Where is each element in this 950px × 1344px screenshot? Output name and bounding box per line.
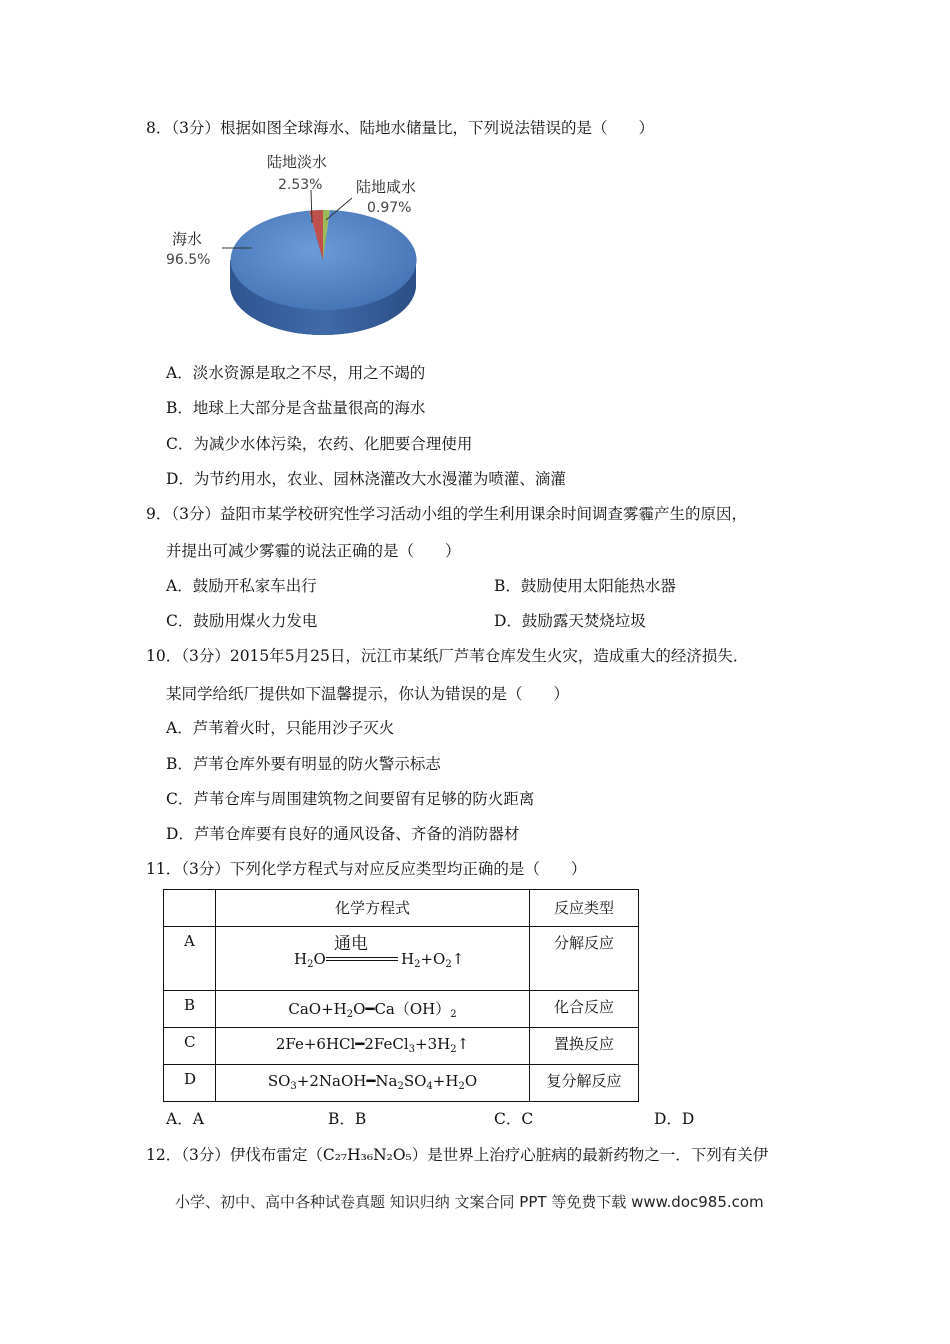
type-d: 复分解反应: [530, 1065, 639, 1102]
q8-option-d: D．为节约用水，农业、园林浇灌改大水漫灌为喷灌、滴灌: [166, 470, 566, 488]
q8-stem: 8．（3分）根据如图全球海水、陆地水储量比，下列说法错误的是（ ）: [146, 119, 654, 137]
q8-option-a: A．淡水资源是取之不尽，用之不竭的: [166, 364, 426, 382]
q10-option-d: D．芦苇仓库要有良好的通风设备、齐备的消防器材: [166, 825, 520, 843]
reaction-table: [163, 889, 639, 1102]
q10-option-c: C．芦苇仓库与周围建筑物之间要留有足够的防火距离: [166, 790, 535, 808]
q9-stem-line1: 9．（3分）益阳市某学校研究性学习活动小组的学生利用课余时间调查雾霾产生的原因，: [146, 505, 747, 523]
q11-answer-a: A．A: [166, 1110, 204, 1128]
q9-stem-line2: 并提出可减少雾霾的说法正确的是（ ）: [166, 542, 461, 560]
row-label: A: [164, 927, 216, 991]
q11-stem: 11．（3分）下列化学方程式与对应反应类型均正确的是（ ）: [146, 860, 587, 878]
label-fresh-value: 2.53%: [278, 177, 323, 193]
q11-answer-d: D．D: [654, 1110, 695, 1128]
q8-option-c: C．为减少水体污染，农药、化肥要合理使用: [166, 435, 473, 453]
table-row: [164, 1028, 639, 1065]
q11-answer-c: C．C: [494, 1110, 534, 1128]
label-salt-name: 陆地咸水: [356, 178, 417, 196]
q12-stem: 12．（3分）伊伐布雷定（C₂₇H₃₆N₂O₅）是世界上治疗心脏病的最新药物之一．下列有关伊: [146, 1146, 769, 1164]
equation-a: 通电 $H_2O$ $H_2+O_2↑$: [216, 927, 530, 991]
header-type: 反应类型: [530, 890, 639, 927]
q10-option-a: A．芦苇着火时，只能用沙子灭火: [166, 719, 395, 737]
q9-option-c: C．鼓励用煤火力发电: [166, 612, 318, 630]
equation-c: $2Fe+6HCl━2FeCl_3+3H_2↑$: [216, 1028, 530, 1065]
q9-option-b: B．鼓励使用太阳能热水器: [494, 577, 676, 595]
type-b: 化合反应: [530, 991, 639, 1028]
q9-option-a: A．鼓励开私家车出行: [166, 577, 317, 595]
q9-option-d: D．鼓励露天焚烧垃圾: [494, 612, 646, 630]
type-a: 分解反应: [530, 927, 639, 991]
page-footer[interactable]: 小学、初中、高中各种试卷真题 知识归纳 文案合同 PPT 等免费下载 www.doc985.com: [175, 1193, 764, 1211]
row-label: D: [164, 1065, 216, 1102]
row-label: B: [164, 991, 216, 1028]
table-row: [164, 1065, 639, 1102]
equation-b: $CaO+H_2O━Ca(OH)_2$: [216, 991, 530, 1028]
label-fresh-name: 陆地淡水: [267, 153, 328, 171]
q10-stem-line2: 某同学给纸厂提供如下温馨提示，你认为错误的是（ ）: [166, 685, 570, 703]
label-salt-value: 0.97%: [367, 200, 412, 216]
header-equation: 化学方程式: [216, 890, 530, 927]
label-sea-value: 96.5%: [166, 252, 211, 268]
equation-d: $SO_3+2NaOH━Na_2SO_4+H_2O$: [216, 1065, 530, 1102]
q11-answer-b: B．B: [328, 1110, 367, 1128]
type-c: 置换反应: [530, 1028, 639, 1065]
q8-option-b: B．地球上大部分是含盐量很高的海水: [166, 399, 426, 417]
row-label: C: [164, 1028, 216, 1065]
table-header-row: [164, 890, 639, 927]
label-sea-name: 海水: [172, 230, 203, 248]
table-row: [164, 927, 639, 991]
table-row: [164, 991, 639, 1028]
equals-bar: [326, 957, 398, 961]
q10-option-b: B．芦苇仓库外要有明显的防火警示标志: [166, 755, 441, 773]
q10-stem-line1: 10．（3分）2015年5月25日，沅江市某纸厂芦苇仓库发生火灾，造成重大的经济损失．: [146, 647, 749, 665]
pie-chart: [160, 145, 460, 340]
condition-text: 通电: [334, 934, 368, 954]
